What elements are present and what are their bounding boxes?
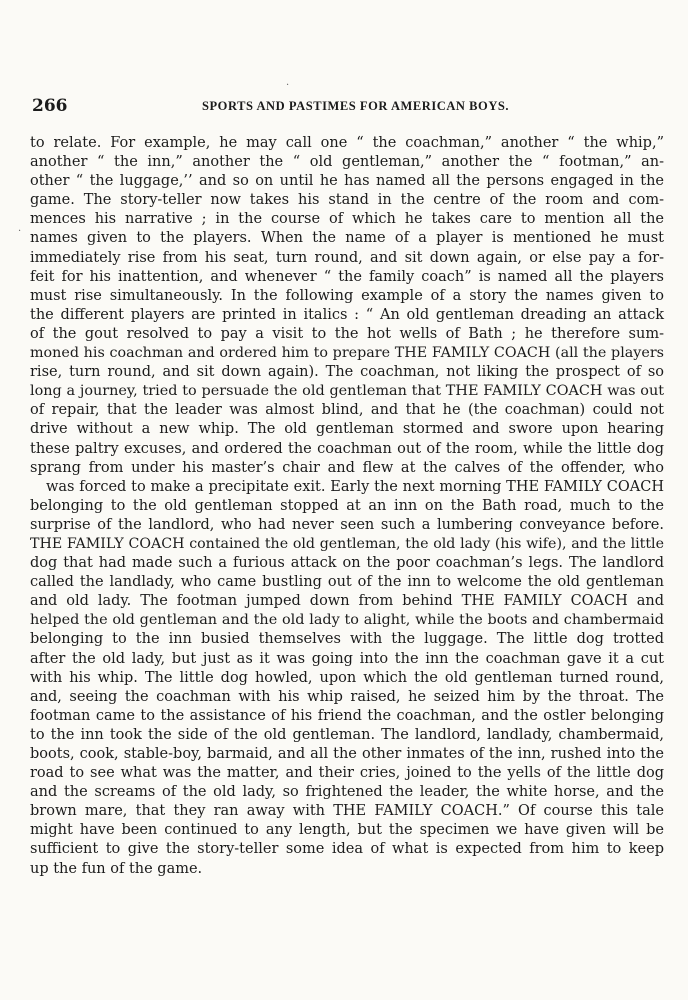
text-line: drive without a new whip. The old gentleman stormed and swore upon hearing: [30, 421, 664, 438]
text-line: of the gout resolved to pay a visit to the hot wells of Bath ; he therefore sum-: [30, 325, 664, 342]
text-line: long a journey, tried to persuade the old gentleman that THE FAMILY COACH was out: [30, 383, 664, 400]
text-line: surprise of the landlord, who had never seen such a lumbering conveyance before.: [30, 516, 664, 533]
page-header: [32, 96, 664, 120]
text-line: must rise simultaneously. In the following example of a story the names given to: [30, 287, 664, 304]
text-line: called the landlady, who came bustling out of the inn to welcome the old gentleman: [30, 574, 664, 591]
text-line: helped the old gentleman and the old lady to alight, while the boots and chambermaid: [30, 612, 664, 629]
print-speck: ·: [286, 80, 290, 91]
text-line: and, seeing the coachman with his whip raised, he seized him by the throat. The: [30, 688, 664, 705]
text-line: boots, cook, stable-boy, barmaid, and all the other inmates of the inn, rushed into the: [30, 746, 664, 762]
text-line: with his whip. The little dog howled, upon which the old gentleman turned round,: [30, 669, 664, 686]
text-line: immediately rise from his seat, turn round, and sit down again, or else pay a for-: [30, 249, 664, 266]
text-line: might have been continued to any length, but the specimen we have given will be: [30, 822, 664, 839]
text-line: to the inn took the side of the old gentleman. The landlord, landlady, chambermaid,: [30, 726, 664, 743]
text-line: names given to the players. When the name of a player is mentioned he must: [30, 230, 664, 247]
text-line: road to see what was the matter, and their cries, joined to the yells of the little dog: [30, 765, 664, 782]
text-line: of repair, that the leader was almost blind, and that he (the coachman) could not: [30, 402, 664, 419]
page-number: 266: [32, 96, 68, 116]
text-line: belonging to the old gentleman stopped at an inn on the Bath road, much to the: [30, 497, 664, 514]
text-line: belonging to the inn busied themselves with the luggage. The little dog trotted: [30, 631, 664, 648]
text-line: to relate. For example, he may call one “ the coachman,” another “ the whip,”: [30, 135, 664, 151]
text-line: THE FAMILY COACH contained the old gentleman, the old lady (his wife), and the little: [30, 535, 664, 552]
body-paragraph: [30, 134, 664, 879]
text-line: was forced to make a precipitate exit. Early the next morning THE FAMILY COACH: [46, 478, 664, 495]
text-line: moned his coachman and ordered him to prepare THE FAMILY COACH (all the players: [30, 345, 664, 362]
text-line: the different players are printed in italics : “ An old gentleman dreading an attack: [30, 306, 664, 323]
text-line: rise, turn round, and sit down again). The coachman, not liking the prospect of so: [30, 364, 664, 381]
text-line: feit for his inattention, and whenever “ the family coach” is named all the players: [30, 268, 664, 285]
text-line: these paltry excuses, and ordered the coachman out of the room, while the little dog: [30, 440, 664, 457]
text-line: sufficient to give the story-teller some idea of what is expected from him to keep: [30, 841, 664, 858]
text-line: dog that had made such a furious attack on the poor coachman’s legs. The landlord: [30, 555, 664, 572]
print-speck: ·: [18, 226, 22, 237]
text-line: brown mare, that they ran away with THE FAMILY COACH.” Of course this tale: [30, 803, 664, 820]
text-line: after the old lady, but just as it was going into the inn the coachman gave it a cut: [30, 650, 664, 667]
text-line: sprang from under his master’s chair and flew at the calves of the offender, who: [30, 459, 664, 476]
text-line: game. The story-teller now takes his stand in the centre of the room and com-: [30, 192, 664, 209]
running-title: SPORTS AND PASTIMES FOR AMERICAN BOYS.: [202, 99, 510, 113]
text-line: up the fun of the game.: [30, 860, 203, 877]
text-line: and the screams of the old lady, so frightened the leader, the white horse, and the: [30, 784, 664, 801]
text-line: another “ the inn,” another the “ old gentleman,” another the “ footman,” an-: [30, 154, 664, 171]
text-line: footman came to the assistance of his friend the coachman, and the ostler belonging: [30, 707, 664, 724]
text-line: and old lady. The footman jumped down from behind THE FAMILY COACH and: [30, 593, 664, 610]
text-line: mences his narrative ; in the course of which he takes care to mention all the: [30, 211, 664, 228]
text-line: other “ the luggage,’’ and so on until he has named all the persons engaged in the: [30, 173, 664, 190]
